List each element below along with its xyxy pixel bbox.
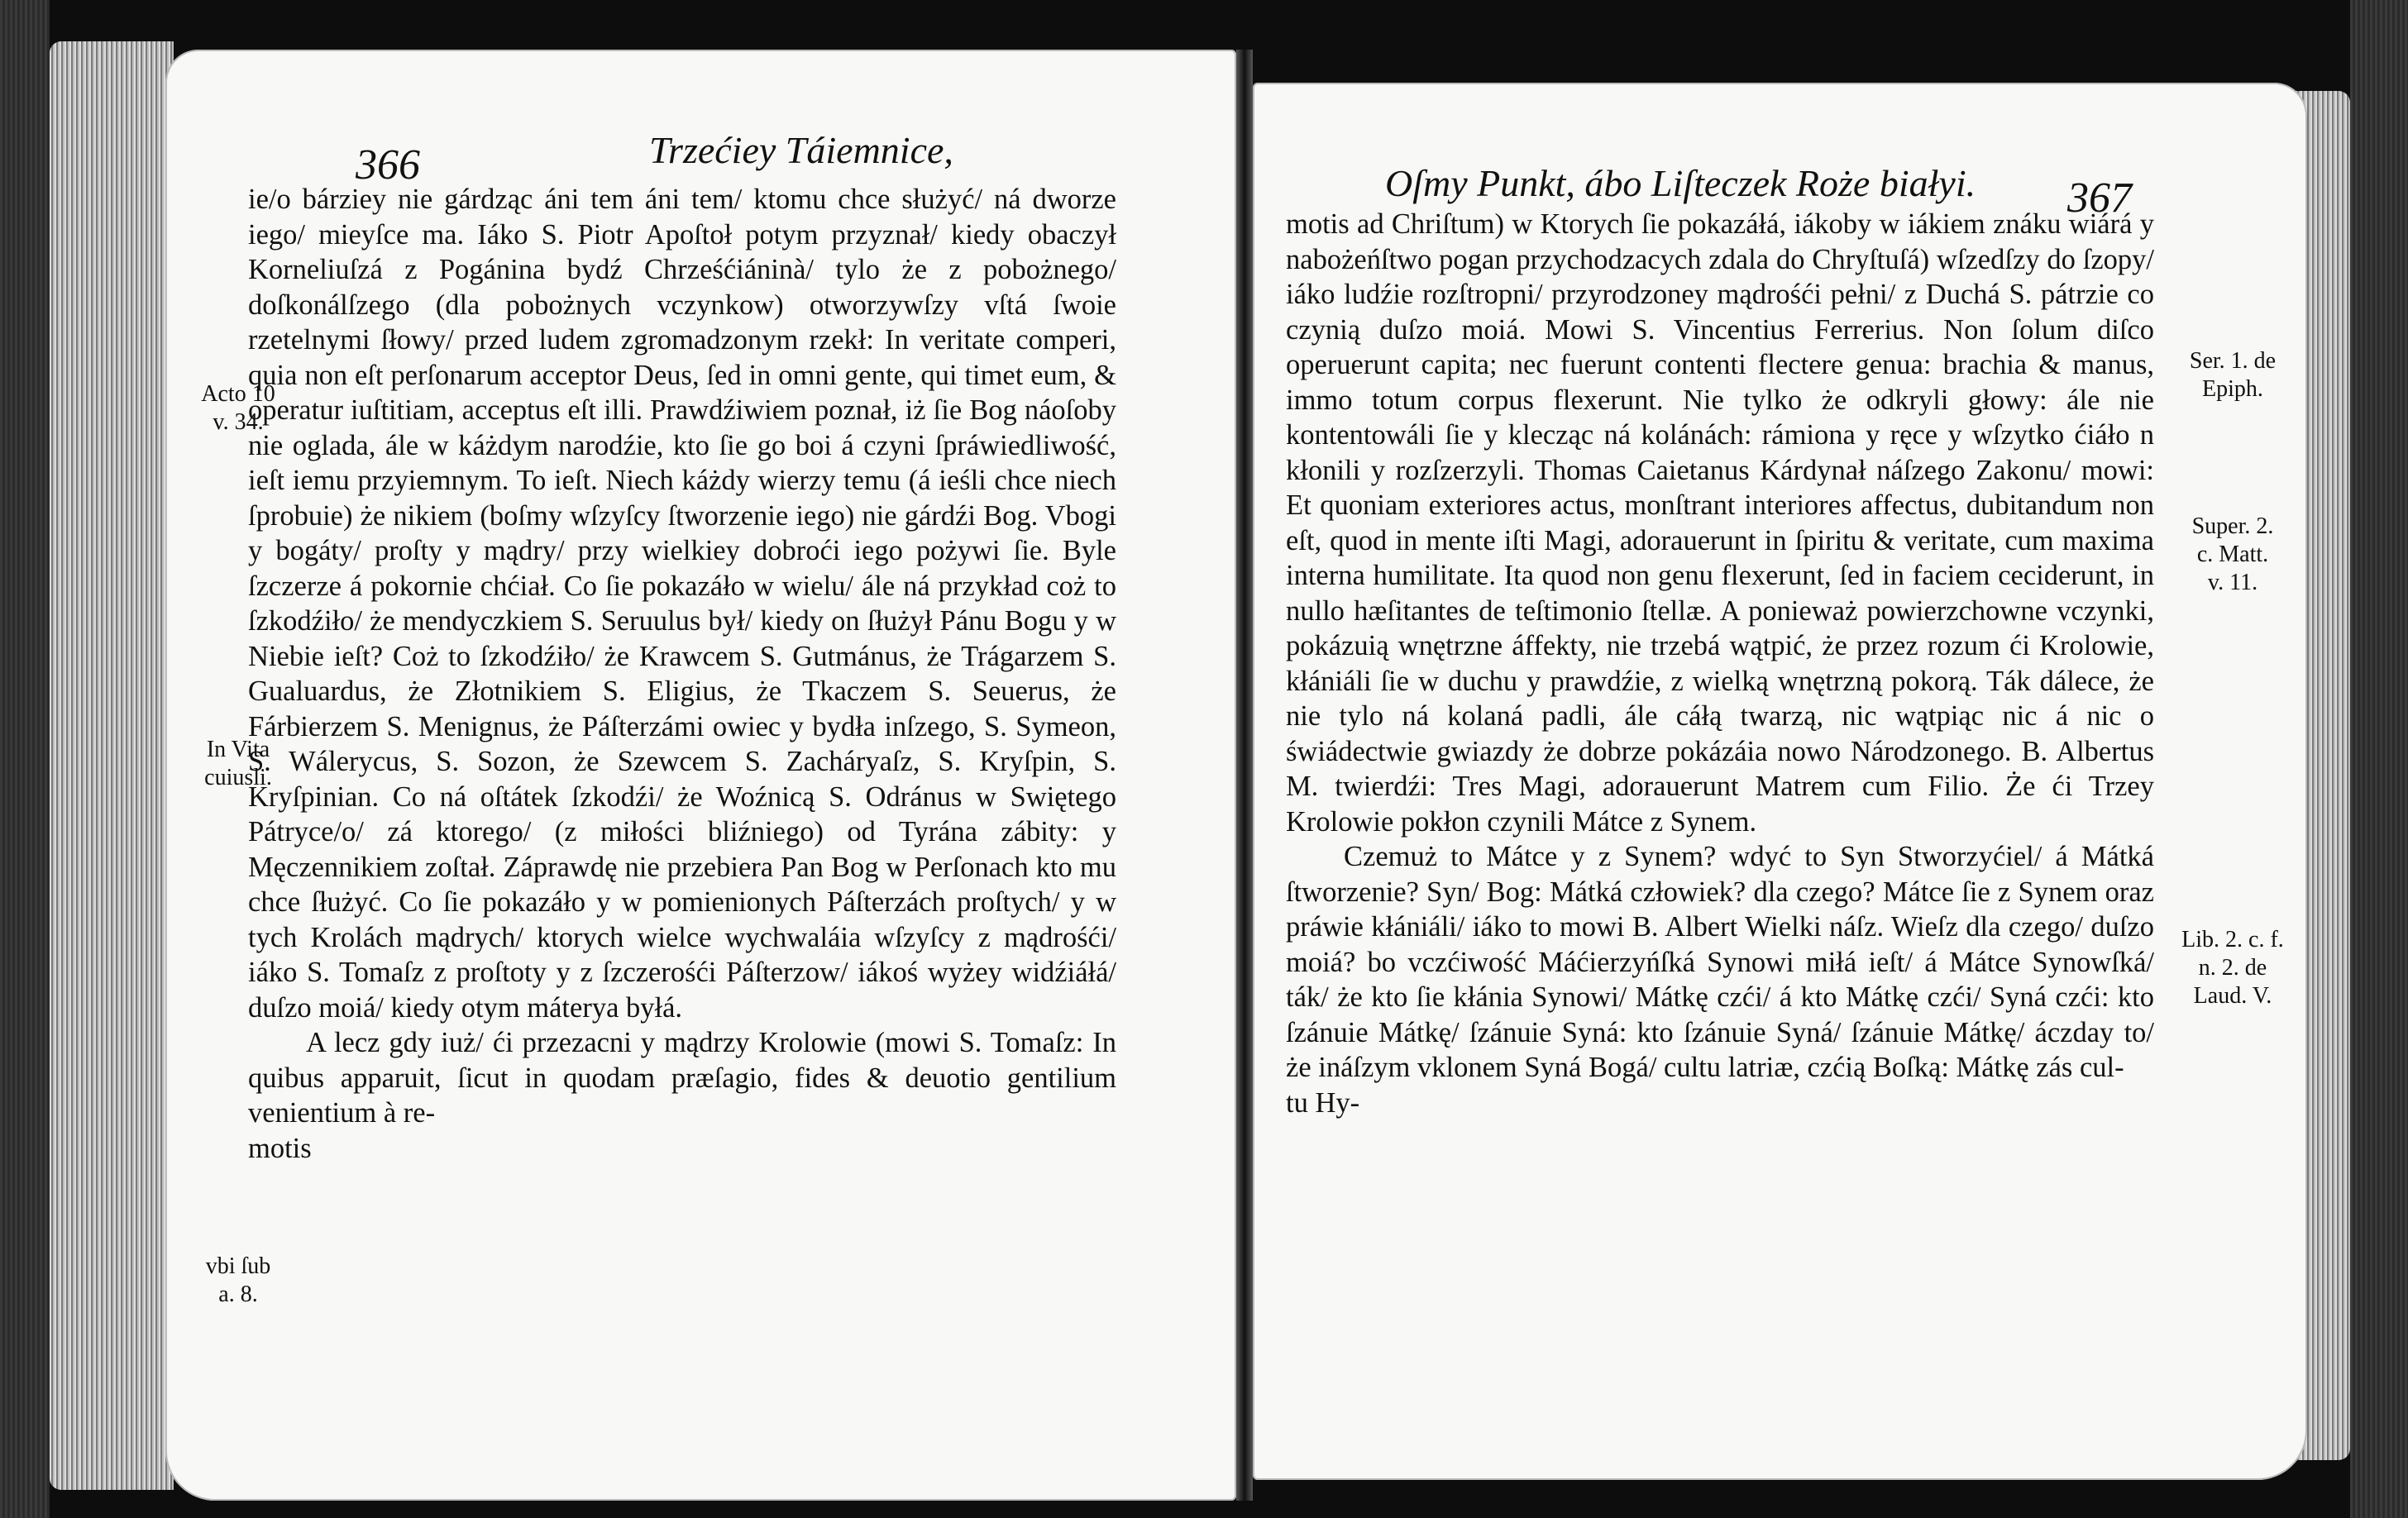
catchword: motis [248, 1132, 312, 1164]
page-number: 367 [2067, 174, 2132, 222]
page-number: 366 [356, 141, 420, 189]
paragraph: ie/o bárziey nie gárdząc áni tem áni tem/ ktomu chce służyć/ ná dworze iego/ mieyſce ma. Iáko S. Piotr Apoſtoł potym przyznał/ kiedy obaczył Korneliuſzá z Pogánina bydź Chrześćiáninà/ tylo że z pobożnego/ doſkonálſzego (dla pobożnych vczynkow) otworzywſzy vſtá ſwoie rzetelnymi ſłowy/ przed ludem zgromadzonym rzekł: In veritate comperi, quia non eſt perſonarum acceptor Deus, ſed in omni gente, qui timet eum, & operatur iuſtitiam, acceptus eſt illi. Prawdźiwiem poznał, iż ſie Bog náoſoby nie oglada, ále w káżdym narodźie, kto ſie go boi á czyni ſpráwiedliwość, ieſt iemu przyiemnym. To ieſt. Niech káżdy wierzy temu (á ieśli chce niech ſprobuie) że nikiem (boſmy wſzyſcy ſtworzenie iego) nie gárdźi Bog. Vbogi y bogáty/ proſty y mądry/ przy wielkiey dobroći iego pożywi ſie. Byle ſzczerze á pokornie chćiał. Co ſie pokazáło w wielu/ ále ná przykład coż to ſzkodźiło/ że mendyczkiem S. Seruulus był/ kiedy on ſłużył Pánu Bogu y w Niebie ieſt? Coż to ſzkodźiło/ że Krawcem S. Gutmánus, że Trágarzem S. Gualuardus, że Złotnikiem S. Eligius, że Tkaczem S. Seuerus, że Fárbierzem S. Menignus, że Páſterzámi owiec y bydła inſzego, S. Symeon, S. Wálerycus, S. Sozon, że Szewcem S. Zacháryaſz, S. Kryſpin, S. Kryſpinian. Co ná oſtátek ſzkodźi/ że Woźnicą S. Odránus w Swiętego Pátryce/o/ zá ktorego/ (z miłości bliźniego) od Tyrána zábity: y Męczennikiem zoſtał. Záprawdę nie przebiera Pan Bog w Perſonach kto mu chce ſłużyć. Co ſie pokazáło y w pomienionych Páſterzách proſtych/ y w tych Krolách mądrych/ ktorych wielce wychwaláia wſzyſcy z mądrośći/ iáko S. Tomaſz z proſtoty y z ſzczerośći Páſterzow/ iákoś wyżey widźiáłá/ duſzo moiá/ kiedy otym máterya byłá. [248, 184, 1116, 1024]
margin-note: Ser. 1. de Epiph. [2189, 348, 2277, 402]
paragraph: Czemuż to Mátce y z Synem? wdyć to Syn Stworzyćiel/ á Mátká ſtworzenie? Syn/ Bog: Mátká człowiek? dla czego? Mátce ſie z Synem oraz práwie kłániáli/ iáko to mowi B. Albert Wielki náſz. Wieſz dla czego/ duſzo moiá? bo vczćiwość Máćierzyńſká Synowi miłá ieſt/ á Mátce Synowſká/ ták/ że kto ſie kłánia Synowi/ Mátkę czći/ á kto Mátkę czći/ Syná czći: kto ſzánuie Mátkę/ ſzánuie Syná: kto ſzánuie Syná/ ſzánuie Mátkę/ áczday to/ że ináſzym vklonem Syná Bogá/ cultu latriæ, czćią Boſką: Mátkę zás cul- [1286, 841, 2154, 1083]
book-gutter [1236, 50, 1253, 1501]
left-body [248, 182, 1116, 1166]
margin-note: vbi ſub a. 8. [205, 1253, 271, 1307]
book-cover-cloth-right [2350, 0, 2408, 1518]
page-edges-left [50, 41, 174, 1490]
margin-note: Acto 10 v. 34. [201, 381, 275, 435]
margin-note: Super. 2. c. Matt. v. 11. [2191, 513, 2274, 595]
book-cover-cloth-left [0, 0, 50, 1518]
paragraph: A lecz gdy iuż/ ći przezacni y mądrzy Krolowie (mowi S. Tomaſz: In quibus apparuit, ſicut in quodam præſagio, fides & deuotio gentilium venientium à re- [248, 1027, 1116, 1129]
running-head: Oſmy Punkt, ábo Liſteczek Roże białyi. [1385, 162, 1976, 204]
running-head: Trzećiey Táiemnice, [649, 129, 953, 171]
catchword: tu Hy- [1286, 1086, 1360, 1119]
margin-note: Lib. 2. c. f. n. 2. de Laud. V. [2181, 927, 2284, 1009]
margin-note: In Vita cuiusli. [204, 737, 272, 790]
right-page [1253, 83, 2307, 1480]
right-body [1286, 207, 2154, 1120]
paragraph: motis ad Chriſtum) w Ktorych ſie pokazáłá, iákoby w iákiem znáku wiárá y nabożeńſtwo pogan przychodzacych zdala do Chryſtuſá) wſzedſzy do ſzopy/ iáko ludźie rozſtropni/ przyrodzoney mądrośći pełni/ z Duchá S. pátrzie co czynią duſzo moiá. Mowi S. Vincentius Ferrerius. Non ſolum diſco operuerunt capita; nec fuerunt contenti flectere genua: brachia & manus, immo totum corpus flexerunt. Nie tylko że odkryli głowy: ále nie kontentowáli ſie y klecząc ná kolánách: rámiona y ręce y wſzytko ćiáło n kłonili y rozſzerzyli. Thomas Caietanus Kárdynał náſzego Zakonu/ mowi: Et quoniam exteriores actus, monſtrant interiores affectus, dubitandum non eſt, quod in mente iſti Magi, adorauerunt in ſpiritu & veritate, cum maxima interna humilitate. Ita quod non genu flexerunt, ſed in faciem ceciderunt, in nullo hæſitantes de teſtimonio ſtellæ. A ponieważ powierzchowne vczynki, pokázuią wnętrzne áffekty, nie trzebá wątpić, że przez rozum ći Krolowie, kłániáli ſie w duchu y prawdźie, z wielką wnętrzną pokorą. Ták dálece, że nie tylo ná kolaná padli, ále cáłą twarzą, nic wątpiąc nic á nic o świádectwie gwiazdy że dobrze pokázáia nowo Národzonego. B. Albertus M. twierdźi: Tres Magi, adorauerunt Matrem cum Filio. Że ći Trzey Krolowie pokłon czynili Mátce z Synem. [1286, 208, 2154, 838]
left-page [165, 50, 1236, 1501]
